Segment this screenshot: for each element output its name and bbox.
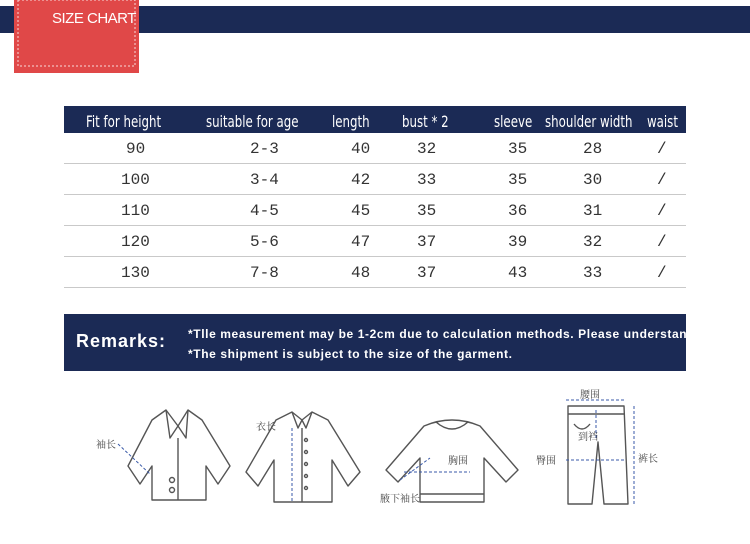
cell-sleeve: 39 [508,233,528,251]
cell-age: 4-5 [250,202,279,220]
remarks-line-2: *The shipment is subject to the size of the garment. [188,347,513,361]
shirt-length-label: 衣长 [256,422,276,433]
table-row [64,133,686,164]
header-waist: waist [647,112,678,131]
cell-age: 7-8 [250,264,279,282]
cell-shoulder: 30 [583,171,603,189]
header-shoulder-width: shoulder width [545,112,633,131]
cell-length: 45 [351,202,371,220]
cell-waist: / [657,140,667,158]
header-age: suitable for age [206,112,299,131]
cell-waist: / [657,233,667,251]
jacket-drawing [128,410,230,500]
cell-height: 130 [121,264,150,282]
measurement-illustrations [0,380,750,540]
cell-bust: 33 [417,171,437,189]
header-sleeve: sleeve [494,112,533,131]
cell-sleeve: 43 [508,264,528,282]
pants-rise-label: 到裆 [578,432,598,443]
sweater-sleeve-measure [400,458,430,480]
size-table [64,106,686,288]
cell-bust: 32 [417,140,437,158]
pants-hip-label: 臀围 [536,456,556,467]
table-row [64,226,686,257]
cell-shoulder: 31 [583,202,603,220]
table-row [64,195,686,226]
cell-height: 120 [121,233,150,251]
pants-drawing [568,406,628,504]
table-row [64,164,686,195]
cell-age: 2-3 [250,140,279,158]
pants-waist-label: 腰围 [580,390,600,401]
cell-age: 5-6 [250,233,279,251]
jacket-sleeve-measure [118,444,150,474]
cell-sleeve: 36 [508,202,528,220]
sweater-sleeve-label: 腋下袖长 [380,494,420,505]
cell-height: 110 [121,202,150,220]
remarks-title: Remarks: [76,331,167,351]
remarks-line-1: *Tlle measurement may be 1-2cm due to calculation methods. Please understand. [188,327,700,341]
cell-shoulder: 32 [583,233,603,251]
cell-sleeve: 35 [508,171,528,189]
cell-length: 42 [351,171,371,189]
cell-height: 100 [121,171,150,189]
header-height: Fit for height [86,112,162,131]
cell-sleeve: 35 [508,140,528,158]
header-bust: bust * 2 [402,112,449,131]
sweater-chest-label: 胸围 [448,456,468,467]
remarks-box [64,314,700,371]
table-row [64,257,686,288]
cell-waist: / [657,264,667,282]
size-chart-ribbon [14,0,139,73]
cell-height: 90 [126,140,146,158]
header-length: length [332,112,370,131]
cell-bust: 37 [417,233,437,251]
cell-waist: / [657,171,667,189]
cell-bust: 37 [417,264,437,282]
cell-shoulder: 33 [583,264,603,282]
jacket-sleeve-label: 袖长 [96,440,116,451]
cell-bust: 35 [417,202,437,220]
cell-waist: / [657,202,667,220]
cell-shoulder: 28 [583,140,603,158]
size-chart-title: SIZE CHART [52,10,136,27]
cell-length: 47 [351,233,371,251]
cell-age: 3-4 [250,171,279,189]
cell-length: 48 [351,264,371,282]
table-header [64,106,686,133]
cell-length: 40 [351,140,371,158]
pants-length-label: 裤长 [638,454,658,465]
